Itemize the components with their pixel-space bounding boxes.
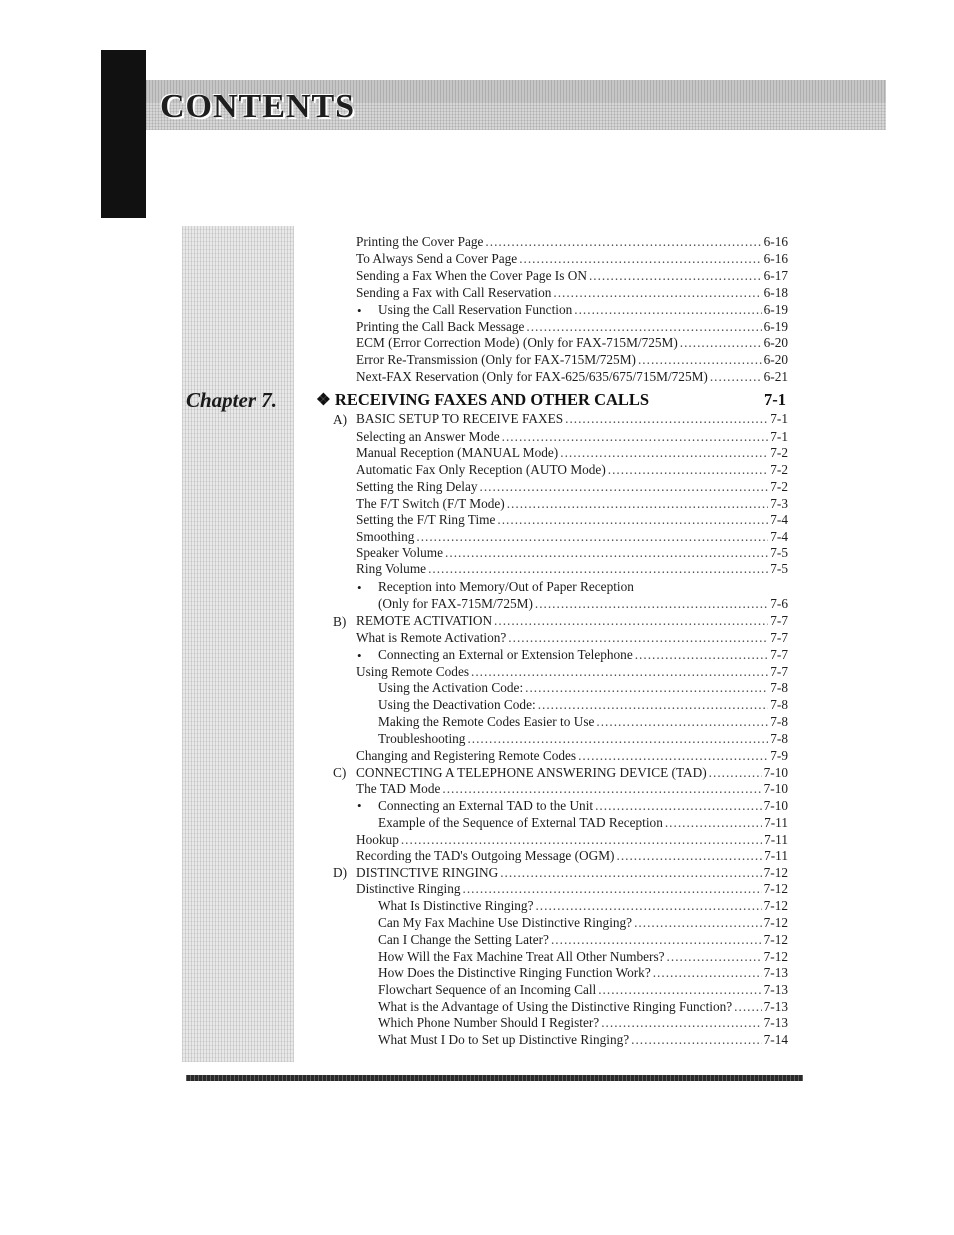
toc-entry[interactable]: Can I Change the Setting Later? ..... 7-12 [378, 932, 788, 948]
chapter-label: Chapter 7. [186, 388, 278, 412]
toc-entry[interactable]: Distinctive Ringing ..... 7-12 [356, 881, 788, 897]
toc-entry[interactable]: DISTINCTIVE RINGING ..... 7-12 [356, 865, 788, 881]
toc-entry[interactable]: Automatic Fax Only Reception (AUTO Mode) ..... 7-2 [356, 462, 788, 478]
toc-entry[interactable]: Changing and Registering Remote Codes ..... 7-9 [356, 748, 788, 764]
toc-entry[interactable]: BASIC SETUP TO RECEIVE FAXES ..... 7-1 [356, 411, 788, 427]
toc-entry[interactable]: Printing the Cover Page ..... 6-16 [356, 234, 788, 250]
toc-entry[interactable]: Using the Deactivation Code: ..... 7-8 [378, 697, 788, 713]
toc-entry[interactable]: Printing the Call Back Message ..... 6-19 [356, 319, 788, 335]
toc-entry[interactable]: Sending a Fax When the Cover Page Is ON ..... 6-17 [356, 268, 788, 284]
chapter-heading-text: ❖ RECEIVING FAXES AND OTHER CALLS [316, 390, 650, 409]
toc-entry[interactable]: Using the Call Reservation Function ..... 6-19 [378, 302, 788, 318]
toc-entry[interactable]: Using the Activation Code: ..... 7-8 [378, 680, 788, 696]
toc-entry[interactable]: Setting the Ring Delay ..... 7-2 [356, 479, 788, 495]
toc-entry[interactable]: Reception into Memory/Out of Paper Reception [378, 579, 634, 594]
toc-entry[interactable]: How Does the Distinctive Ringing Function Work? ..... 7-13 [378, 965, 788, 981]
side-strip [182, 226, 294, 1062]
toc-entry[interactable]: Can My Fax Machine Use Distinctive Ringing? ..... 7-12 [378, 915, 788, 931]
toc-entry[interactable]: ECM (Error Correction Mode) (Only for FAX-715M/725M) ..... 6-20 [356, 335, 788, 351]
toc-entry[interactable]: CONNECTING A TELEPHONE ANSWERING DEVICE (TAD) ..... 7-10 [356, 765, 788, 781]
toc-entry[interactable]: Sending a Fax with Call Reservation ..... 6-18 [356, 285, 788, 301]
bullet-icon: • [357, 798, 362, 813]
toc-entry[interactable]: How Will the Fax Machine Treat All Other Numbers? ..... 7-12 [378, 949, 788, 965]
toc-entry[interactable]: Error Re-Transmission (Only for FAX-715M/725M) ..... 6-20 [356, 352, 788, 368]
toc-entry[interactable]: (Only for FAX-715M/725M) ..... 7-6 [378, 596, 788, 612]
chapter-tab-bar [101, 50, 146, 218]
toc-entry[interactable]: What is Remote Activation? ..... 7-7 [356, 630, 788, 646]
toc-entry[interactable]: REMOTE ACTIVATION ..... 7-7 [356, 613, 788, 629]
section-letter-a: A) [333, 412, 348, 427]
toc-entry[interactable]: Connecting an External or Extension Telephone ..... 7-7 [378, 647, 788, 663]
toc-entry[interactable]: Next-FAX Reservation (Only for FAX-625/635/675/715M/725M) ..... 6-21 [356, 369, 788, 385]
toc-entry[interactable]: Manual Reception (MANUAL Mode) ..... 7-2 [356, 445, 788, 461]
toc-entry[interactable]: What is the Advantage of Using the Distinctive Ringing Function? ..... 7-13 [378, 999, 788, 1015]
section-letter-d: D) [333, 865, 348, 880]
chapter-heading[interactable] [316, 390, 786, 410]
section-letter-c: C) [333, 765, 347, 780]
toc-entry[interactable]: The F/T Switch (F/T Mode) ..... 7-3 [356, 496, 788, 512]
toc-entry[interactable]: Flowchart Sequence of an Incoming Call ..... 7-13 [378, 982, 788, 998]
bullet-icon: • [357, 580, 362, 595]
section-letter-b: B) [333, 614, 347, 629]
page-title: CONTENTS [160, 88, 356, 125]
toc-entry[interactable]: Which Phone Number Should I Register? ..... 7-13 [378, 1015, 788, 1031]
toc-entry[interactable]: To Always Send a Cover Page ..... 6-16 [356, 251, 788, 267]
toc-entry[interactable]: Smoothing ..... 7-4 [356, 529, 788, 545]
toc-entry[interactable]: Ring Volume ..... 7-5 [356, 561, 788, 577]
toc-entry[interactable]: Speaker Volume ..... 7-5 [356, 545, 788, 561]
toc-entry[interactable]: Recording the TAD's Outgoing Message (OGM) ..... 7-11 [356, 848, 788, 864]
toc-entry[interactable]: Using Remote Codes ..... 7-7 [356, 664, 788, 680]
bullet-icon: • [357, 303, 362, 318]
toc-entry[interactable]: Example of the Sequence of External TAD Reception ..... 7-11 [378, 815, 788, 831]
toc-entry[interactable]: Making the Remote Codes Easier to Use ..... 7-8 [378, 714, 788, 730]
toc-entry[interactable]: Selecting an Answer Mode ..... 7-1 [356, 429, 788, 445]
toc-entry[interactable]: Hookup ..... 7-11 [356, 832, 788, 848]
toc-entry[interactable]: Setting the F/T Ring Time ..... 7-4 [356, 512, 788, 528]
toc-entry[interactable]: Connecting an External TAD to the Unit ..... 7-10 [378, 798, 788, 814]
toc-entry[interactable]: What Is Distinctive Ringing? ..... 7-12 [378, 898, 788, 914]
toc-entry[interactable]: The TAD Mode ..... 7-10 [356, 781, 788, 797]
bullet-icon: • [357, 648, 362, 663]
toc-entry[interactable]: Troubleshooting ..... 7-8 [378, 731, 788, 747]
chapter-heading-page: 7-1 [764, 390, 786, 409]
toc-entry[interactable]: What Must I Do to Set up Distinctive Ringing? ..... 7-14 [378, 1032, 788, 1048]
bottom-rule [186, 1075, 803, 1081]
